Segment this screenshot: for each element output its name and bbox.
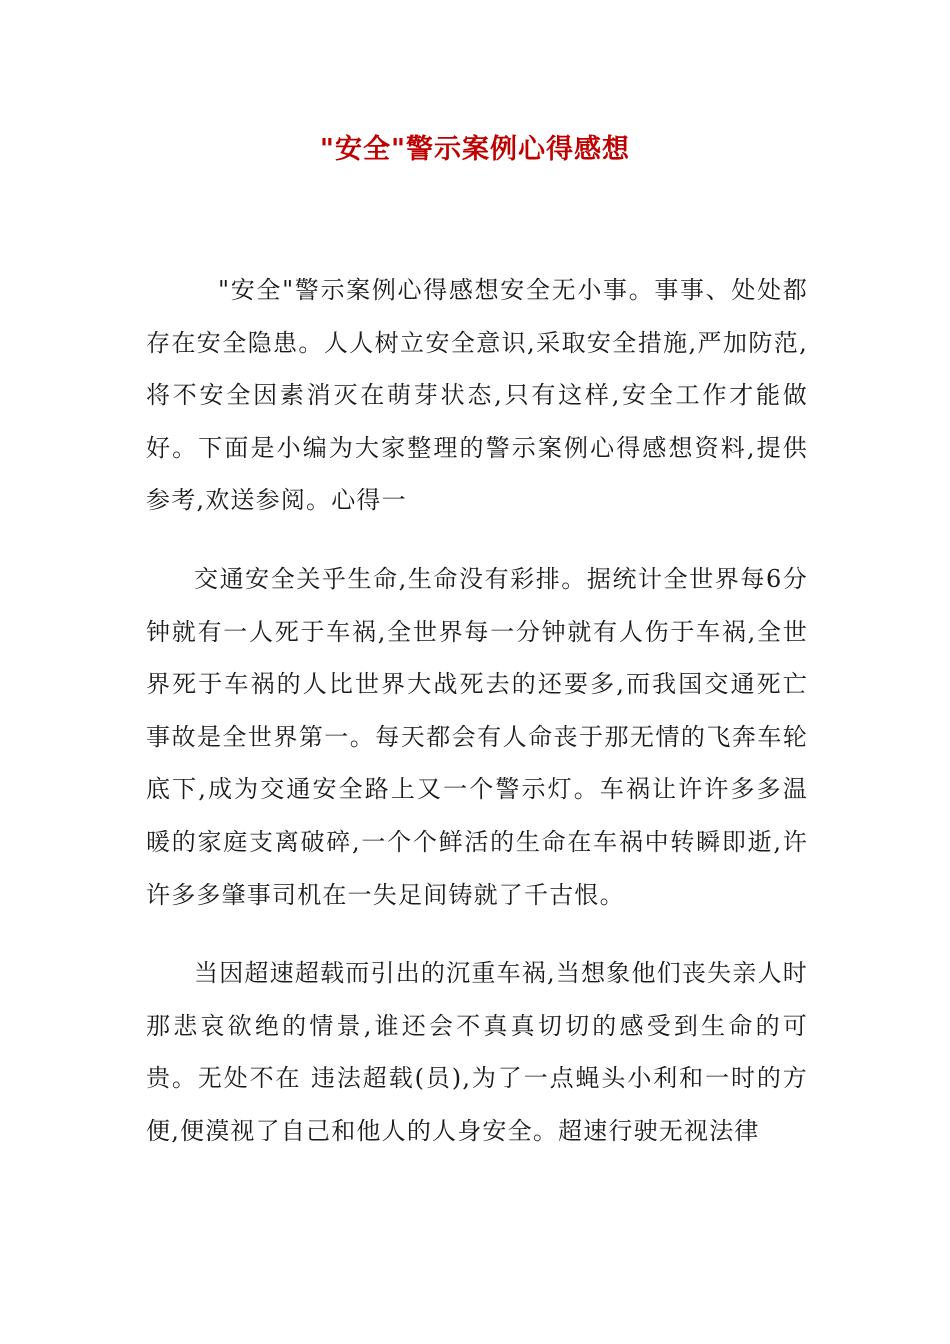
document-title: "安全"警示案例心得感想 [319, 134, 631, 165]
paragraph-overloading: 当因超速超载而引出的沉重车祸,当想象他们丧失亲人时那悲哀欲绝的情景,谁还会不真真切切的感受到生命的可贵。无处不在 违法超载(员),为了一点蝇头小利和一时的方便,便漠视了自己和他人的人身安全。超速行驶无视法律 [146, 959, 808, 1145]
paragraph-traffic-safety: 交通安全关乎生命,生命没有彩排。据统计全世界每6分钟就有一人死于车祸,全世界每一分钟就有人伤于车祸,全世界死于车祸的人比世界大战死去的还要多,而我国交通死亡事故是全世界第一。每天都会有人命丧于那无情的飞奔车轮底下,成为交通安全路上又一个警示灯。车祸让许许多多温暖的家庭支离破碎,一个个鲜活的生命在车祸中转瞬即逝,许许多多肇事司机在一失足间铸就了千古恨。 [146, 565, 808, 909]
paragraph-intro: "安全"警示案例心得感想安全无小事。事事、处处都存在安全隐患。人人树立安全意识,采取安全措施,严加防范,将不安全因素消灭在萌芽状态,只有这样,安全工作才能做好。下面是小编为大家整理的警示案例心得感想资料,提供参考,欢送参阅。心得一 [146, 276, 808, 515]
